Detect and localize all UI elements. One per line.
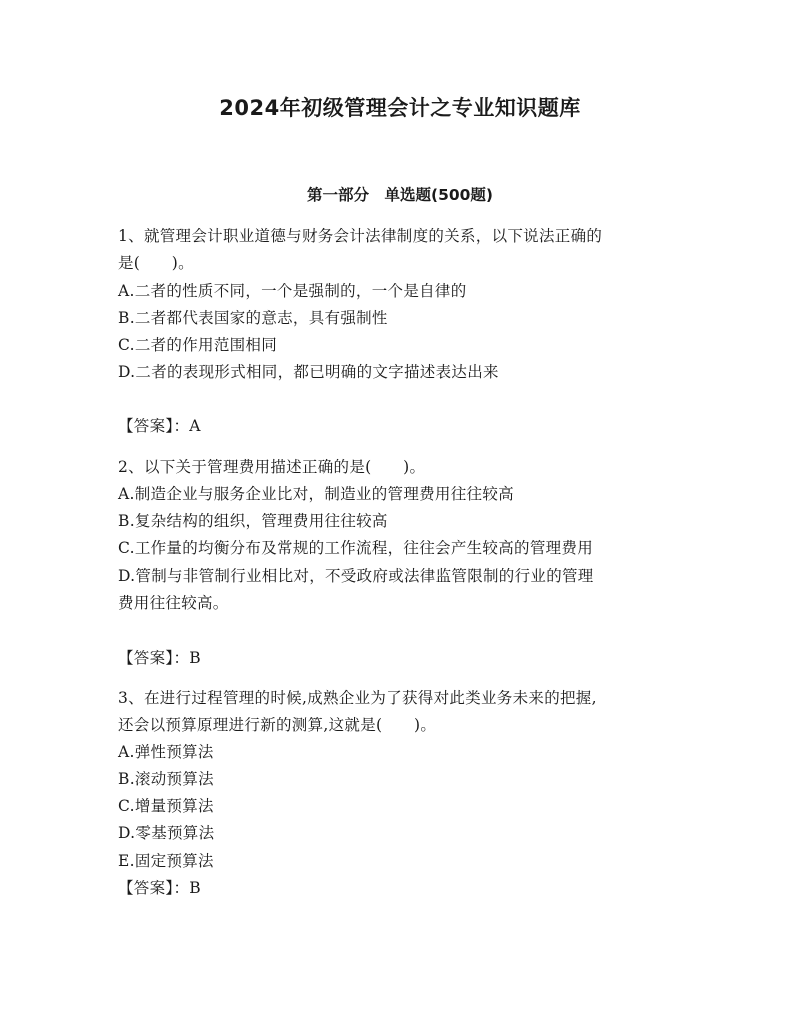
question-2-stem: 2、以下关于管理费用描述正确的是( )。 xyxy=(118,458,426,476)
question-2-option-d-continued: 费用往往较高。 xyxy=(118,594,229,612)
question-3-stem-continued: 还会以预算原理进行新的测算,这就是( )。 xyxy=(118,716,437,734)
question-2-option-d: D.管制与非管制行业相比对，不受政府或法律监管限制的行业的管理 xyxy=(118,567,594,585)
question-3-option-a: A.弹性预算法 xyxy=(118,743,214,761)
question-3-stem: 3、在进行过程管理的时候,成熟企业为了获得对此类业务未来的把握, xyxy=(118,689,597,707)
question-3-answer: 【答案】：B xyxy=(118,879,201,897)
question-1-stem-continued: 是( )。 xyxy=(118,254,194,272)
question-2-option-c: C.工作量的均衡分布及常规的工作流程，往往会产生较高的管理费用 xyxy=(118,539,594,557)
question-2-option-a: A.制造企业与服务企业比对，制造业的管理费用往往较高 xyxy=(118,485,514,503)
question-1-option-c: C.二者的作用范围相同 xyxy=(118,336,278,354)
question-1-option-b: B.二者都代表国家的意志，具有强制性 xyxy=(118,309,388,327)
section-heading: 第一部分 单选题(500题) xyxy=(306,186,494,204)
question-3-option-c: C.增量预算法 xyxy=(118,797,214,815)
question-1-option-a: A.二者的性质不同，一个是强制的，一个是自律的 xyxy=(118,282,467,300)
question-3-option-e: E.固定预算法 xyxy=(118,852,214,870)
question-3-option-b: B.滚动预算法 xyxy=(118,770,214,788)
question-2-answer: 【答案】：B xyxy=(118,649,201,667)
question-3-option-d: D.零基预算法 xyxy=(118,824,215,842)
question-2-option-b: B.复杂结构的组织，管理费用往往较高 xyxy=(118,512,388,530)
question-1-option-d: D.二者的表现形式相同，都已明确的文字描述表达出来 xyxy=(118,363,499,381)
question-1-answer: 【答案】：A xyxy=(118,417,201,435)
document-title: 2024年初级管理会计之专业知识题库 xyxy=(219,96,581,120)
question-1-stem: 1、就管理会计职业道德与财务会计法律制度的关系，以下说法正确的 xyxy=(118,227,603,245)
